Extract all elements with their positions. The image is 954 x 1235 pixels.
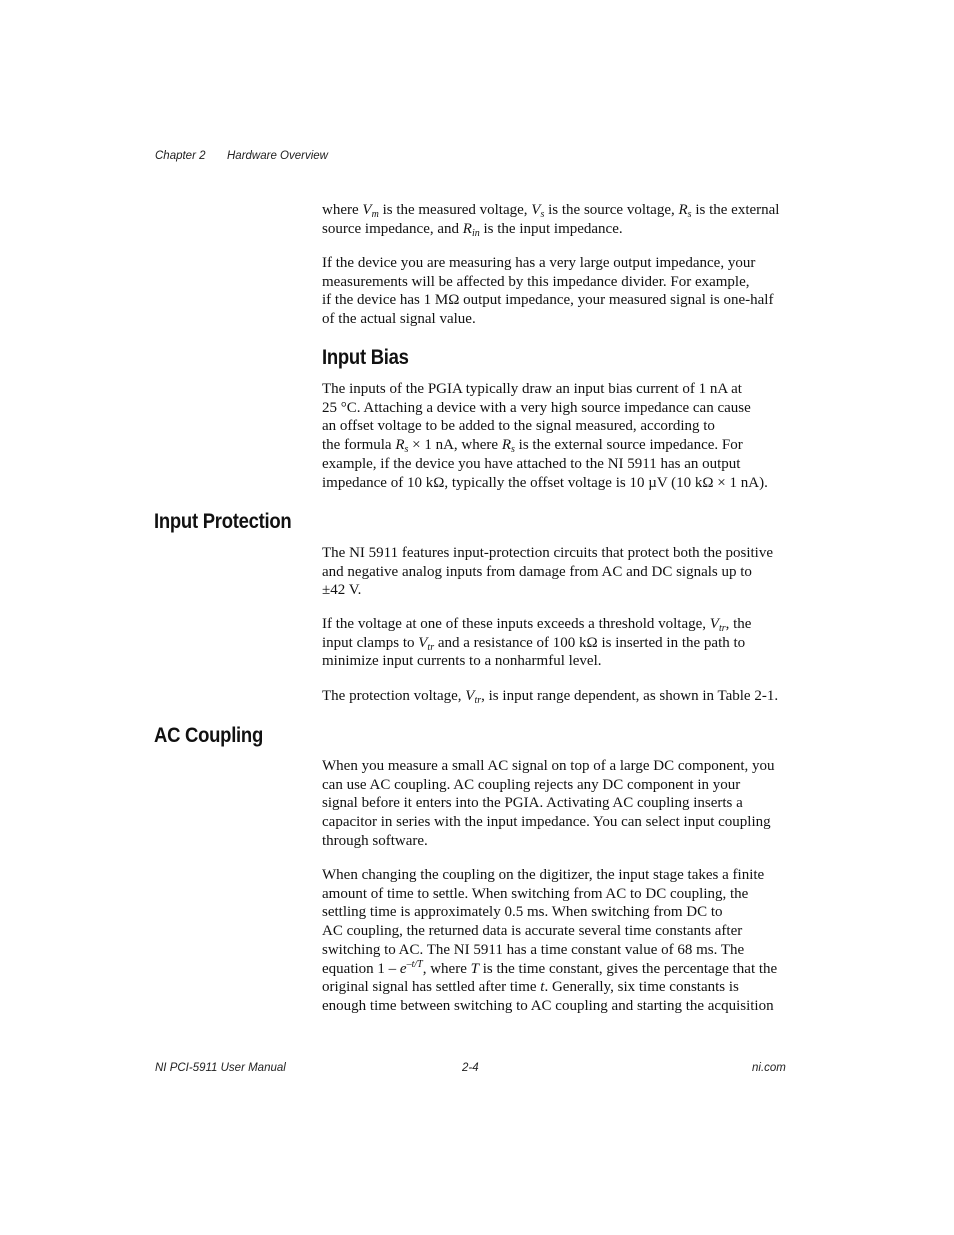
footer-website: ni.com: [752, 1062, 786, 1074]
chapter-title: Hardware Overview: [227, 150, 328, 162]
input-bias-heading: Input Bias: [322, 346, 409, 369]
intro-paragraph-2: If the device you are measuring has a very large output impedance, your measurements will be affected by this impedance divider. For example, if the device has 1 MΩ output impedance, your measured signal is one-half of the actual signal value.: [322, 255, 774, 328]
ac-coupling-paragraph-2: When changing the coupling on the digitizer, the input stage takes a finite amount of time to settle. When switching from AC to DC coupling, the settling time is approximately 0.5 ms. When switching from DC to AC coupling, the returned data is accurate several time constants after switching to AC. The NI 5911 has a time constant value of 68 ms. The equation $1 - e^{-t/T}$, where T is the time constant, gives the percentage that the original signal has settled after time t. Generally, six time constants is enough time between switching to AC coupling and starting the acquisition: [322, 867, 778, 1014]
intro-paragraph-1: where $V_m$ is the measured voltage, $V_s$ is the source voltage, $R_s$ is the external source impedance, and $R_{in}$ is the input impedance.: [322, 202, 780, 239]
running-header: [155, 150, 328, 162]
input-bias-paragraph: The inputs of the PGIA typically draw an input bias current of 1 nA at 25 °C. Attaching a device with a very high source impedance can cause an offset voltage to be added to the signal measured, according to the formula $R_s \times 1$ nA, where $R_s$ is the external source impedance. For example, if the device you have attached to the NI 5911 has an output impedance of 10 kΩ, typically the offset voltage is 10 µV (10 kΩ × 1 nA).: [322, 381, 768, 491]
ac-coupling-paragraph-1: When you measure a small AC signal on top of a large DC component, you can use AC coupling. AC coupling rejects any DC component in your signal before it enters into the PGIA. Activating AC coupling inserts a capacitor in series with the input impedance. You can select input coupling through software.: [322, 758, 775, 849]
input-protection-paragraph-2: If the voltage at one of these inputs exceeds a threshold voltage, $V_{tr}$, the input clamps to $V_{tr}$ and a resistance of 100 kΩ is inserted in the path to minimize input currents to a nonharmful level.: [322, 616, 752, 670]
input-protection-paragraph-1: The NI 5911 features input-protection circuits that protect both the positive and negative analog inputs from damage from AC and DC signals up to ±42 V.: [322, 545, 773, 599]
ac-coupling-heading: AC Coupling: [154, 724, 263, 747]
input-protection-paragraph-3: The protection voltage, $V_{tr}$, is input range dependent, as shown in Table 2-1.: [322, 688, 779, 706]
footer-manual-title: NI PCI-5911 User Manual: [155, 1062, 286, 1074]
chapter-label: Chapter 2: [155, 150, 206, 162]
footer-page-number: 2-4: [462, 1062, 479, 1074]
input-protection-heading: Input Protection: [154, 510, 292, 533]
